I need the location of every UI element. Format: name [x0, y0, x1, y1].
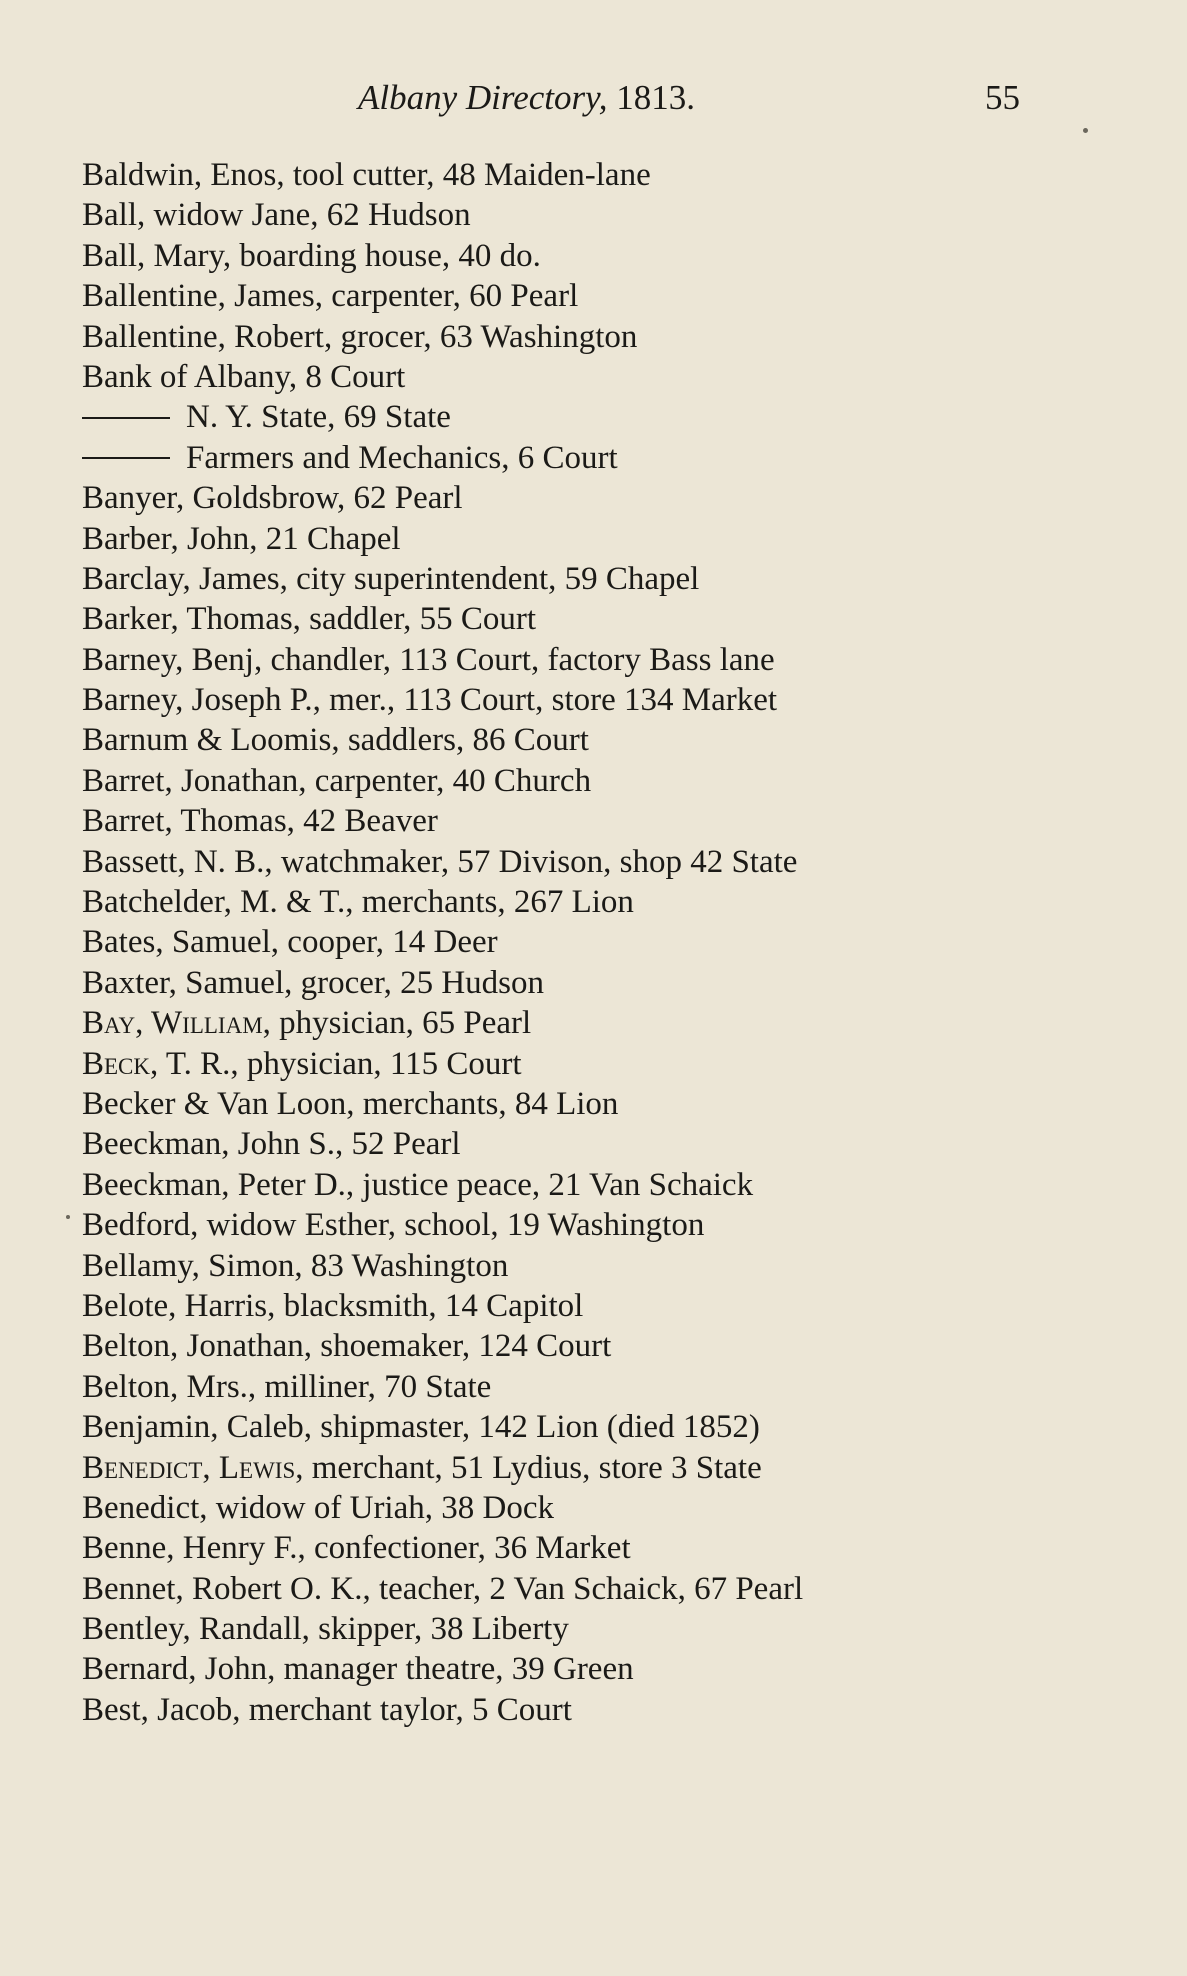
entry-text: Belton, Mrs., milliner, 70 State — [82, 1368, 492, 1405]
running-title-year: 1813. — [616, 78, 695, 117]
entry-text: Bates, Samuel, cooper, 14 Deer — [82, 924, 498, 961]
entry-text: Barber, John, 21 Chapel — [82, 520, 401, 557]
directory-entry — [82, 963, 1082, 1003]
entry-text: Baxter, Samuel, grocer, 25 Hudson — [82, 964, 544, 1001]
entry-name-smallcaps: Benedict, Lewis, — [82, 1449, 304, 1486]
directory-entry — [82, 559, 1082, 599]
entry-text: Bellamy, Simon, 83 Washington — [82, 1247, 509, 1284]
entry-text: Barret, Thomas, 42 Beaver — [82, 803, 438, 840]
entry-text: Bassett, N. B., watchmaker, 57 Divison, shop 42 State — [82, 843, 798, 880]
directory-entry — [82, 1246, 1082, 1286]
directory-entry — [82, 720, 1082, 760]
entry-text: Becker & Van Loon, merchants, 84 Lion — [82, 1085, 619, 1122]
entry-text: Barnum & Loomis, saddlers, 86 Court — [82, 722, 589, 759]
page-number: 55 — [985, 78, 1020, 117]
directory-entry — [82, 1649, 1082, 1689]
directory-entry — [82, 195, 1082, 235]
directory-entry — [82, 842, 1082, 882]
paper-speck — [66, 1215, 70, 1219]
entry-text: Bentley, Randall, skipper, 38 Liberty — [82, 1611, 569, 1648]
entry-text: Barney, Benj, chandler, 113 Court, factory Bass lane — [82, 641, 775, 678]
directory-entries — [82, 155, 1082, 1730]
directory-entry — [82, 640, 1082, 680]
entry-text: T. R., physician, 115 Court — [158, 1045, 522, 1082]
entry-text: Farmers and Mechanics, 6 Court — [186, 439, 618, 476]
entry-text: Benedict, widow of Uriah, 38 Dock — [82, 1489, 554, 1526]
directory-entry — [82, 276, 1082, 316]
directory-entry — [82, 801, 1082, 841]
directory-entry — [82, 1407, 1082, 1447]
ditto-dash — [82, 457, 170, 459]
directory-entry — [82, 1084, 1082, 1124]
entry-text: N. Y. State, 69 State — [186, 399, 451, 436]
entry-text: Bennet, Robert O. K., teacher, 2 Van Schaick, 67 Pearl — [82, 1570, 804, 1607]
directory-entry — [82, 236, 1082, 276]
entry-text: Belton, Jonathan, shoemaker, 124 Court — [82, 1328, 612, 1365]
entry-text: Baldwin, Enos, tool cutter, 48 Maiden-lane — [82, 157, 651, 193]
directory-entry — [82, 761, 1082, 801]
directory-entry — [82, 1488, 1082, 1528]
entry-text: Batchelder, M. & T., merchants, 267 Lion — [82, 884, 634, 921]
entry-name-smallcaps: Bay, William, — [82, 1005, 271, 1042]
entry-text: Barney, Joseph P., mer., 113 Court, store 134 Market — [82, 682, 778, 719]
entry-text: Bernard, John, manager theatre, 39 Green — [82, 1651, 634, 1688]
directory-entry — [82, 397, 1082, 437]
paper-speck — [1083, 128, 1088, 133]
entry-text: Ball, Mary, boarding house, 40 do. — [82, 237, 541, 274]
directory-entry — [82, 357, 1082, 397]
running-title-text: Albany Directory, — [358, 78, 608, 117]
directory-entry — [82, 1569, 1082, 1609]
entry-text: Ballentine, Robert, grocer, 63 Washington — [82, 318, 638, 355]
running-title — [358, 78, 695, 118]
directory-entry — [82, 922, 1082, 962]
directory-entry — [82, 478, 1082, 518]
entry-text: Ballentine, James, carpenter, 60 Pearl — [82, 278, 579, 315]
directory-entry — [82, 599, 1082, 639]
directory-entry — [82, 1124, 1082, 1164]
directory-entry — [82, 1367, 1082, 1407]
directory-entry — [82, 1690, 1082, 1730]
directory-entry — [82, 1528, 1082, 1568]
directory-entry — [82, 1003, 1082, 1043]
entry-text: Best, Jacob, merchant taylor, 5 Court — [82, 1691, 572, 1728]
directory-entry — [82, 1205, 1082, 1245]
directory-entry — [82, 1326, 1082, 1366]
entry-text: Banyer, Goldsbrow, 62 Pearl — [82, 480, 463, 517]
entry-text: merchant, 51 Lydius, store 3 State — [303, 1449, 762, 1486]
entry-text: Beeckman, John S., 52 Pearl — [82, 1126, 461, 1163]
directory-entry — [82, 1286, 1082, 1326]
directory-entry — [82, 1044, 1082, 1084]
entry-text: Benne, Henry F., confectioner, 36 Market — [82, 1530, 631, 1567]
entry-text: Barclay, James, city superintendent, 59 Chapel — [82, 560, 700, 597]
entry-text: Ball, widow Jane, 62 Hudson — [82, 197, 471, 234]
directory-entry — [82, 1609, 1082, 1649]
entry-text: Barret, Jonathan, carpenter, 40 Church — [82, 762, 592, 799]
directory-entry — [82, 155, 1082, 195]
directory-entry — [82, 1165, 1082, 1205]
directory-entry — [82, 519, 1082, 559]
entry-text: Beeckman, Peter D., justice peace, 21 Van Schaick — [82, 1166, 754, 1203]
page-header — [0, 78, 1187, 128]
ditto-dash — [82, 417, 170, 419]
entry-name-smallcaps: Beck, — [82, 1045, 159, 1082]
directory-entry — [82, 317, 1082, 357]
entry-text: Barker, Thomas, saddler, 55 Court — [82, 601, 537, 638]
entry-text: Bank of Albany, 8 Court — [82, 358, 406, 395]
directory-entry — [82, 438, 1082, 478]
entry-text: physician, 65 Pearl — [270, 1005, 532, 1042]
entry-text: Bedford, widow Esther, school, 19 Washington — [82, 1207, 705, 1244]
directory-entry — [82, 882, 1082, 922]
entry-text: Belote, Harris, blacksmith, 14 Capitol — [82, 1287, 584, 1324]
directory-entry — [82, 680, 1082, 720]
directory-entry — [82, 1448, 1082, 1488]
entry-text: Benjamin, Caleb, shipmaster, 142 Lion (died 1852) — [82, 1409, 760, 1446]
